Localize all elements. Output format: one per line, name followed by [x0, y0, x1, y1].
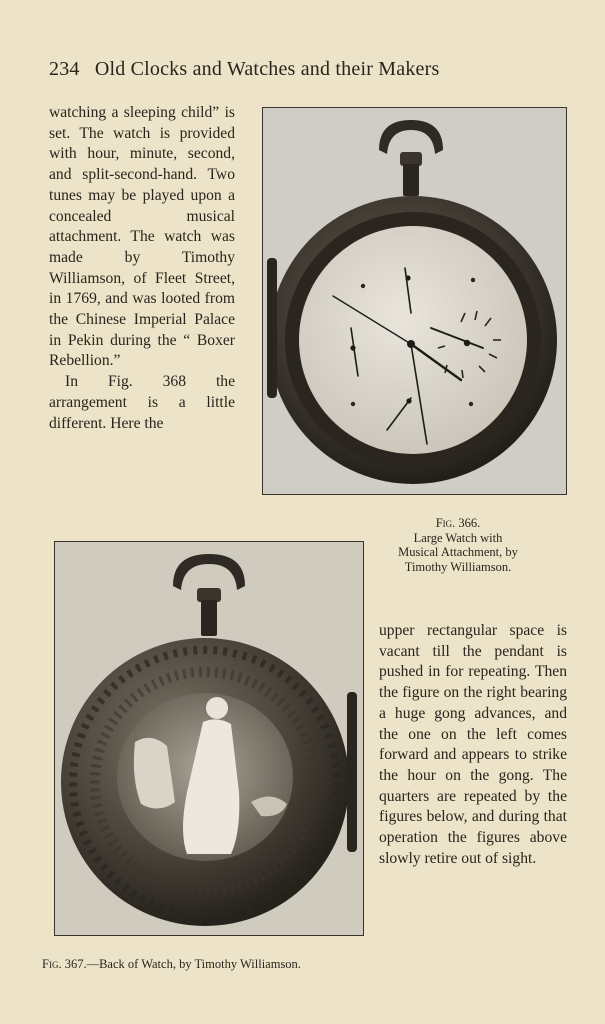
figure-367-caption: [42, 957, 372, 972]
watch-bow: [173, 554, 245, 590]
watch-bow: [379, 120, 443, 154]
running-header: [49, 58, 519, 81]
body-paragraph: watching a sleeping child” is set. The watch is provided with hour, minute, second, and split-second-hand. Two tunes may be played upon a concealed musical attachment. The watch was made by Timothy Williamson, of Fleet Street, in 1769, and was looted from the Chinese Imperial Palace in Pekin during the “ Boxer Rebellion.”: [49, 104, 235, 370]
figure-woman: [206, 697, 228, 719]
body-paragraph: upper rectangular space is vacant till the pendant is pushed in for repeating. Then the figure on the right bearing a huge gong advances, and the one on the left comes forward and appears to strike the hour on the gong. The quarters are repeated by the figures below, and during that operation the figures above slowly retire out of sight.: [379, 622, 567, 867]
figure-366-caption: [398, 516, 518, 574]
watch-back-illustration: [55, 542, 363, 935]
running-title: Old Clocks and Watches and their Makers: [94, 58, 440, 80]
figure-367-label: Fig. 367.: [42, 957, 87, 971]
watch-dial: [299, 226, 527, 454]
figure-366-label: Fig. 366.: [435, 516, 481, 530]
watch-pendant: [400, 152, 422, 166]
figure-367-caption-text: —Back of Watch, by Timothy Williamson.: [86, 957, 301, 971]
figure-366-watch-front: [262, 107, 567, 495]
body-paragraph: In Fig. 368 the arrangement is a little different. Here the: [49, 373, 235, 432]
page-number: 234: [49, 58, 80, 80]
left-text-column: [49, 103, 235, 434]
figure-366-caption-text: Large Watch with Musical Attachment, by Timothy Williamson.: [398, 530, 518, 574]
right-text-column: [379, 621, 567, 869]
figure-367-watch-back: [54, 541, 364, 936]
watch-front-illustration: [263, 108, 566, 494]
